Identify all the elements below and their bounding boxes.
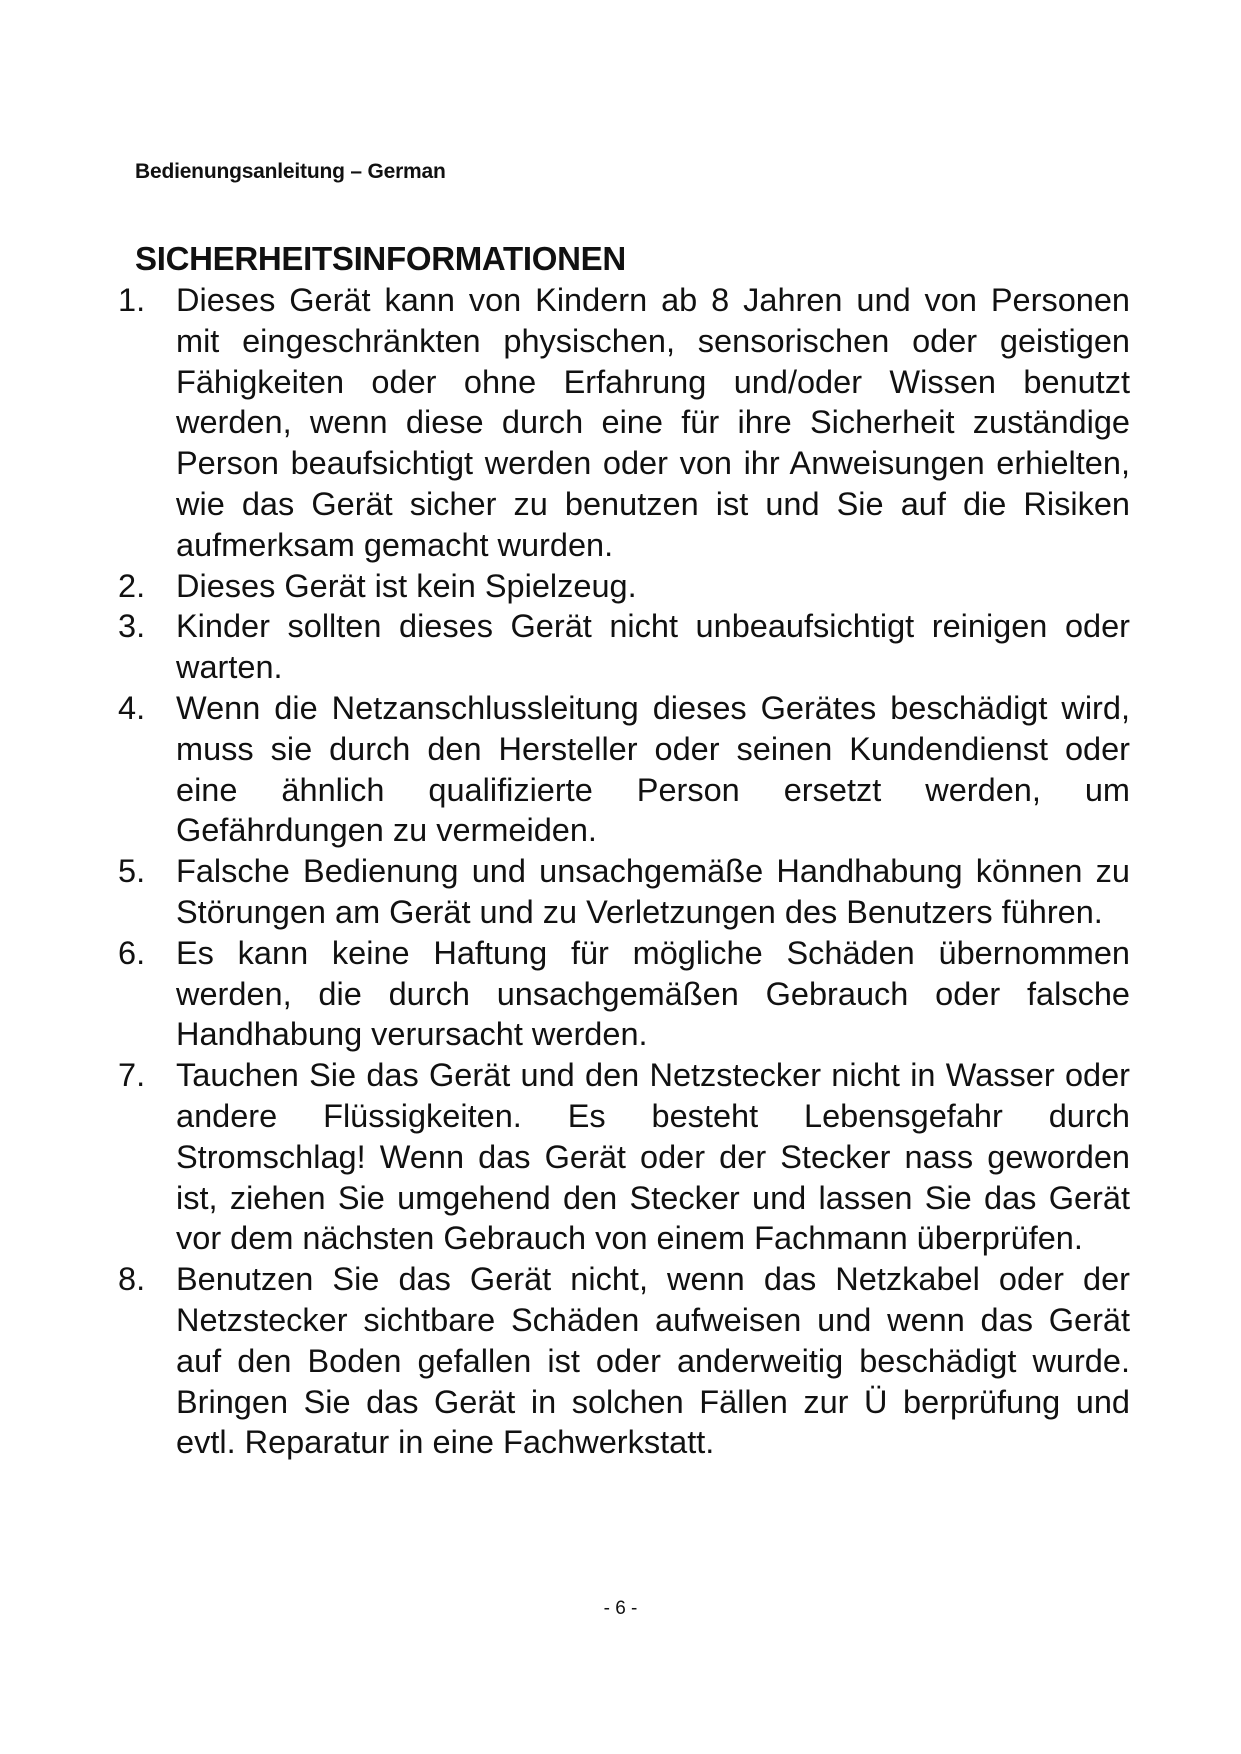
list-item-text: Dieses Gerät ist kein Spielzeug. <box>176 567 637 604</box>
list-item <box>118 566 1138 607</box>
list-item-number: 2. <box>118 567 146 604</box>
list-item-number: 1. <box>118 282 146 318</box>
list-item-text: Benutzen Sie das Gerät nicht, wenn das Netzkabel oder der Netzstecker sichtbare Schäden aufweisen und wenn das Gerät auf den Boden gefallen ist oder anderweitig beschädigt wurde. Bringen Sie das Gerät in solchen Fällen zur Ü berprüfung und evtl. Reparatur in eine Fachwerkstatt. <box>176 1261 1130 1461</box>
list-item <box>118 1259 1138 1463</box>
safety-list <box>118 280 1138 1463</box>
list-item-text: Tauchen Sie das Gerät und den Netzstecker nicht in Wasser oder andere Flüssigkeiten. Es besteht Lebensgefahr durch Stromschlag! Wenn das Gerät oder der Stecker nass geworden ist, ziehen Sie umgehend den Stecker und lassen Sie das Gerät vor dem nächsten Gebrauch von einem Fachmann überprüfen. <box>176 1057 1130 1257</box>
list-item <box>118 1055 1138 1259</box>
list-item <box>118 280 1138 566</box>
list-item-text: Es kann keine Haftung für mögliche Schäden übernommen werden, die durch unsachgemäßen Gebrauch oder falsche Handhabung verursacht werden. <box>176 934 1130 1053</box>
page-number: - 6 - <box>603 1598 638 1619</box>
list-item-text: Kinder sollten dieses Gerät nicht unbeaufsichtigt reinigen oder warten. <box>176 608 1130 686</box>
list-item <box>118 933 1138 1055</box>
list-item-number: 5. <box>118 853 146 890</box>
list-item <box>118 851 1138 933</box>
list-item <box>118 606 1138 688</box>
list-item-number: 8. <box>118 1261 146 1298</box>
list-item-number: 6. <box>118 934 146 971</box>
list-item-number: 4. <box>118 689 146 726</box>
list-item-text: Dieses Gerät kann von Kindern ab 8 Jahren und von Personen mit eingeschränkten physischen, sensorischen oder geistigen Fähigkeiten oder ohne Erfahrung und/oder Wissen benutzt werden, wenn diese durch eine für ihre Sicherheit zuständige Person beaufsichtigt werden oder von ihr Anweisungen erhielten, wie das Gerät sicher zu benutzen ist und Sie auf die Risiken aufmerksam gemacht wurden. <box>176 282 1130 563</box>
list-item-number: 7. <box>118 1057 146 1094</box>
list-item-text: Wenn die Netzanschlussleitung dieses Gerätes beschädigt wird, muss sie durch den Hersteller oder seinen Kundendienst oder eine ähnlich qualifizierte Person ersetzt werden, um Gefährdungen zu vermeiden. <box>176 689 1130 849</box>
list-item-text: Falsche Bedienung und unsachgemäße Handhabung können zu Störungen am Gerät und zu Verletzungen des Benutzers führen. <box>176 853 1130 930</box>
section-title: SICHERHEITSINFORMATIONEN <box>135 240 626 277</box>
list-item-number: 3. <box>118 608 146 645</box>
document-header: Bedienungsanleitung – German <box>135 160 446 183</box>
list-item <box>118 688 1138 851</box>
